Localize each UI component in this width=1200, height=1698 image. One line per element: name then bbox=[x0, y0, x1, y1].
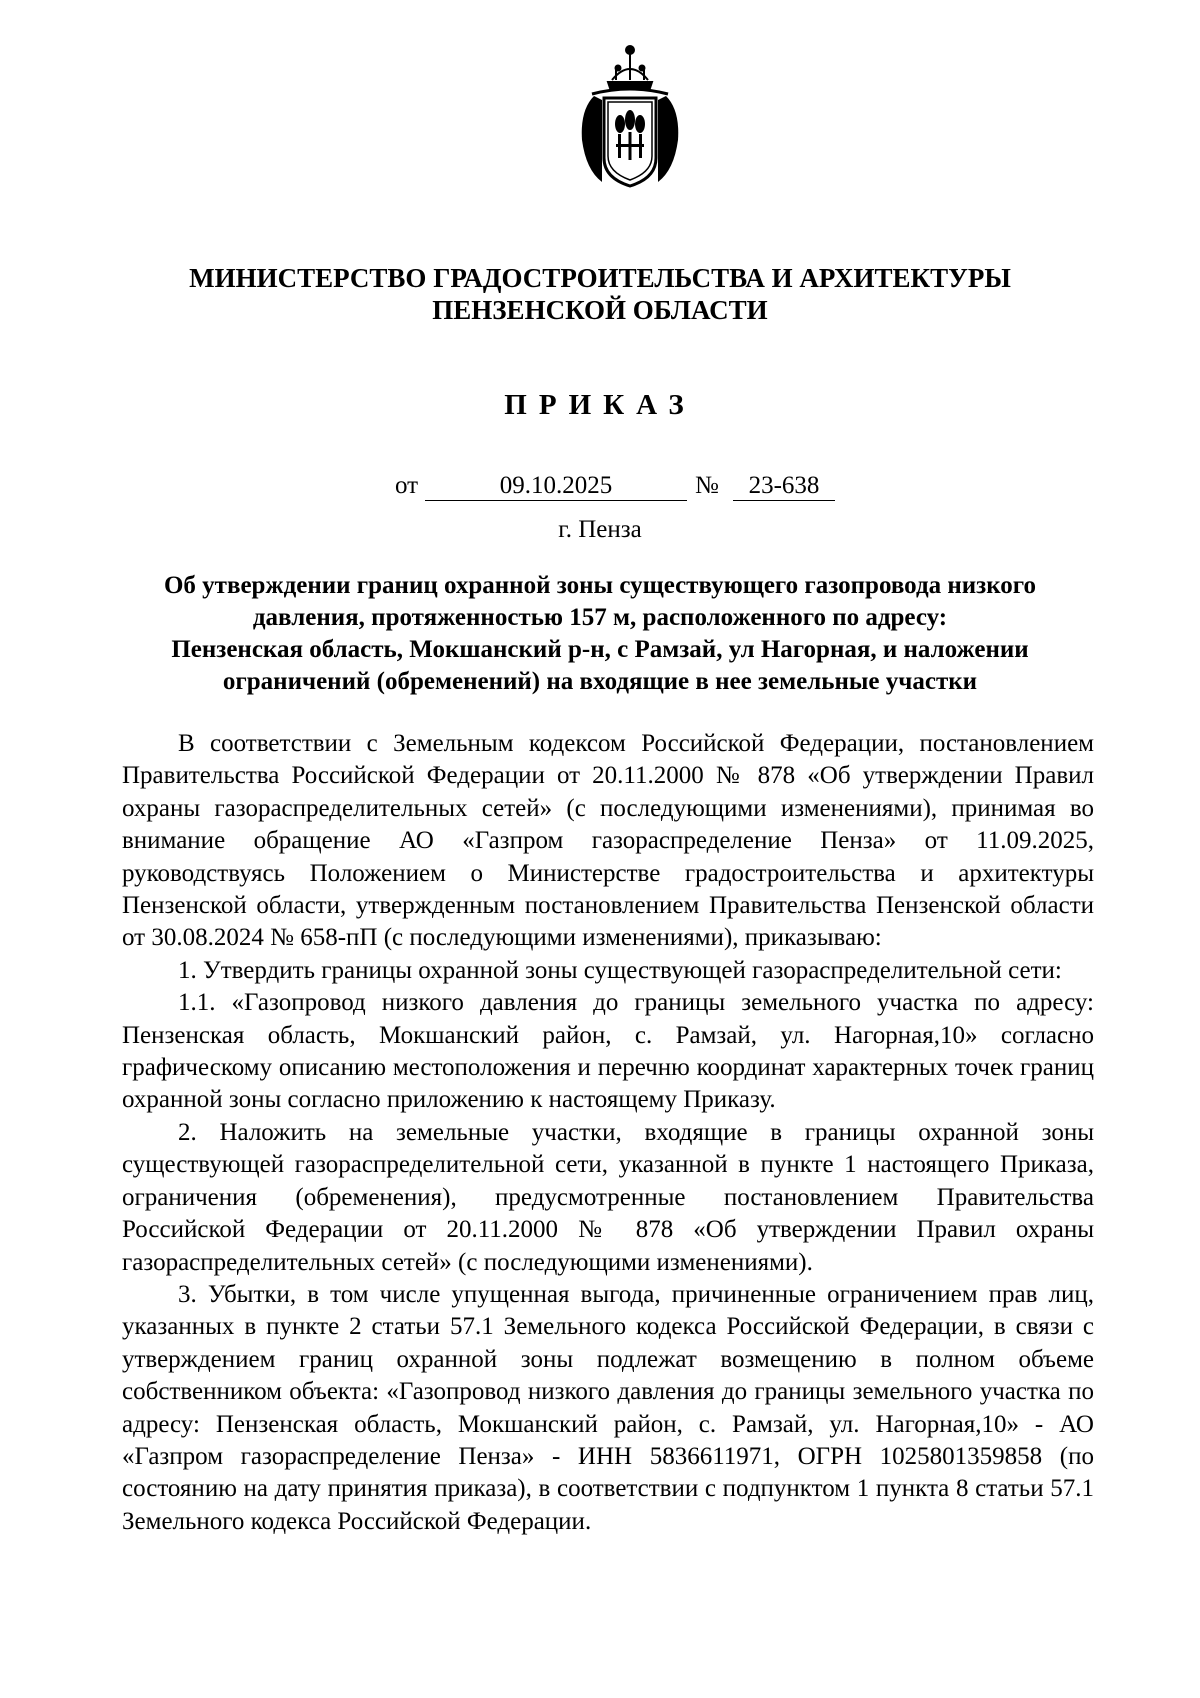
order-number: 23-638 bbox=[733, 470, 835, 501]
ministry-line-2: ПЕНЗЕНСКОЙ ОБЛАСТИ bbox=[432, 295, 768, 325]
clause-3: 3. Убытки, в том числе упущенная выгода, причиненные ограничением прав лиц, указанных в пункте 2 статьи 57.1 Земельного кодекса Российской Федерации, в связи с утверждением границ охранной зоны подлежат возмещению в полном объеме собственником объекта: «Газопровод низкого давления до границы земельного участка по адресу: Пензенская область, Мокшанский район, с. Рамзай, ул. Нагорная,10» - АО «Газпром газораспределение Пенза» - ИНН 5836611971, ОГРН 1025801359858 (по состоянию на дату принятия приказа), в соответствии с подпунктом 1 пункта 8 статьи 57.1 Земельного кодекса Российской Федерации. bbox=[122, 1280, 1094, 1535]
order-body bbox=[122, 728, 1094, 1538]
date-prefix: от bbox=[395, 472, 419, 499]
coat-of-arms-icon bbox=[572, 40, 688, 192]
subject-line-3: Пензенская область, Мокшанский р-н, с Рамзай, ул Нагорная, и наложении bbox=[171, 636, 1029, 663]
clause-2: 2. Наложить на земельные участки, входящие в границы охранной зоны существующей газораспределительной сети, указанной в пункте 1 настоящего Приказа, ограничения (обременения), предусмотренные постановлением Правительства Российской Федерации от 20.11.2000 № 878 «Об утверждении Правил охраны газораспределительных сетей» (с последующими изменениями). bbox=[122, 1118, 1094, 1276]
preamble-paragraph: В соответствии с Земельным кодексом Российской Федерации, постановлением Правительства Российской Федерации от 20.11.2000 № 878 «Об утверждении Правил охраны газораспределительных сетей» (с последующими изменениями), принимая во внимание обращение АО «Газпром газораспределение Пенза» от 11.09.2025, руководствуясь Положением о Министерстве градостроительства и архитектуры Пензенской области, утвержденным постановлением Правительства Пензенской области от 30.08.2024 № 658-пП (с последующими изменениями), приказываю: bbox=[122, 730, 1094, 952]
subject-line-4: ограничений (обременений) на входящие в нее земельные участки bbox=[222, 668, 978, 695]
ministry-name bbox=[100, 262, 1100, 326]
clause-1: 1. Утвердить границы охранной зоны существующей газораспределительной сети: bbox=[178, 956, 1062, 984]
subject-line-2: давления, протяженностью 157 м, расположенного по адресу: bbox=[252, 604, 948, 631]
issue-city: г. Пенза bbox=[558, 516, 642, 543]
clause-1-1: 1.1. «Газопровод низкого давления до границы земельного участка по адресу: Пензенская область, Мокшанский район, с. Рамзай, ул. Нагорная,10» согласно графическому описанию местоположения и перечню координат характерных точек границ охранной зоны согласно приложению к настоящему Приказу. bbox=[122, 989, 1094, 1114]
ministry-line-1: МИНИСТЕРСТВО ГРАДОСТРОИТЕЛЬСТВА И АРХИТЕКТУРЫ bbox=[189, 263, 1011, 293]
document-type-title: ПРИКАЗ bbox=[504, 389, 696, 421]
order-subject bbox=[110, 570, 1090, 698]
order-date: 09.10.2025 bbox=[425, 470, 687, 501]
subject-line-1: Об утверждении границ охранной зоны существующего газопровода низкого bbox=[163, 572, 1037, 599]
number-prefix: № bbox=[695, 472, 719, 499]
